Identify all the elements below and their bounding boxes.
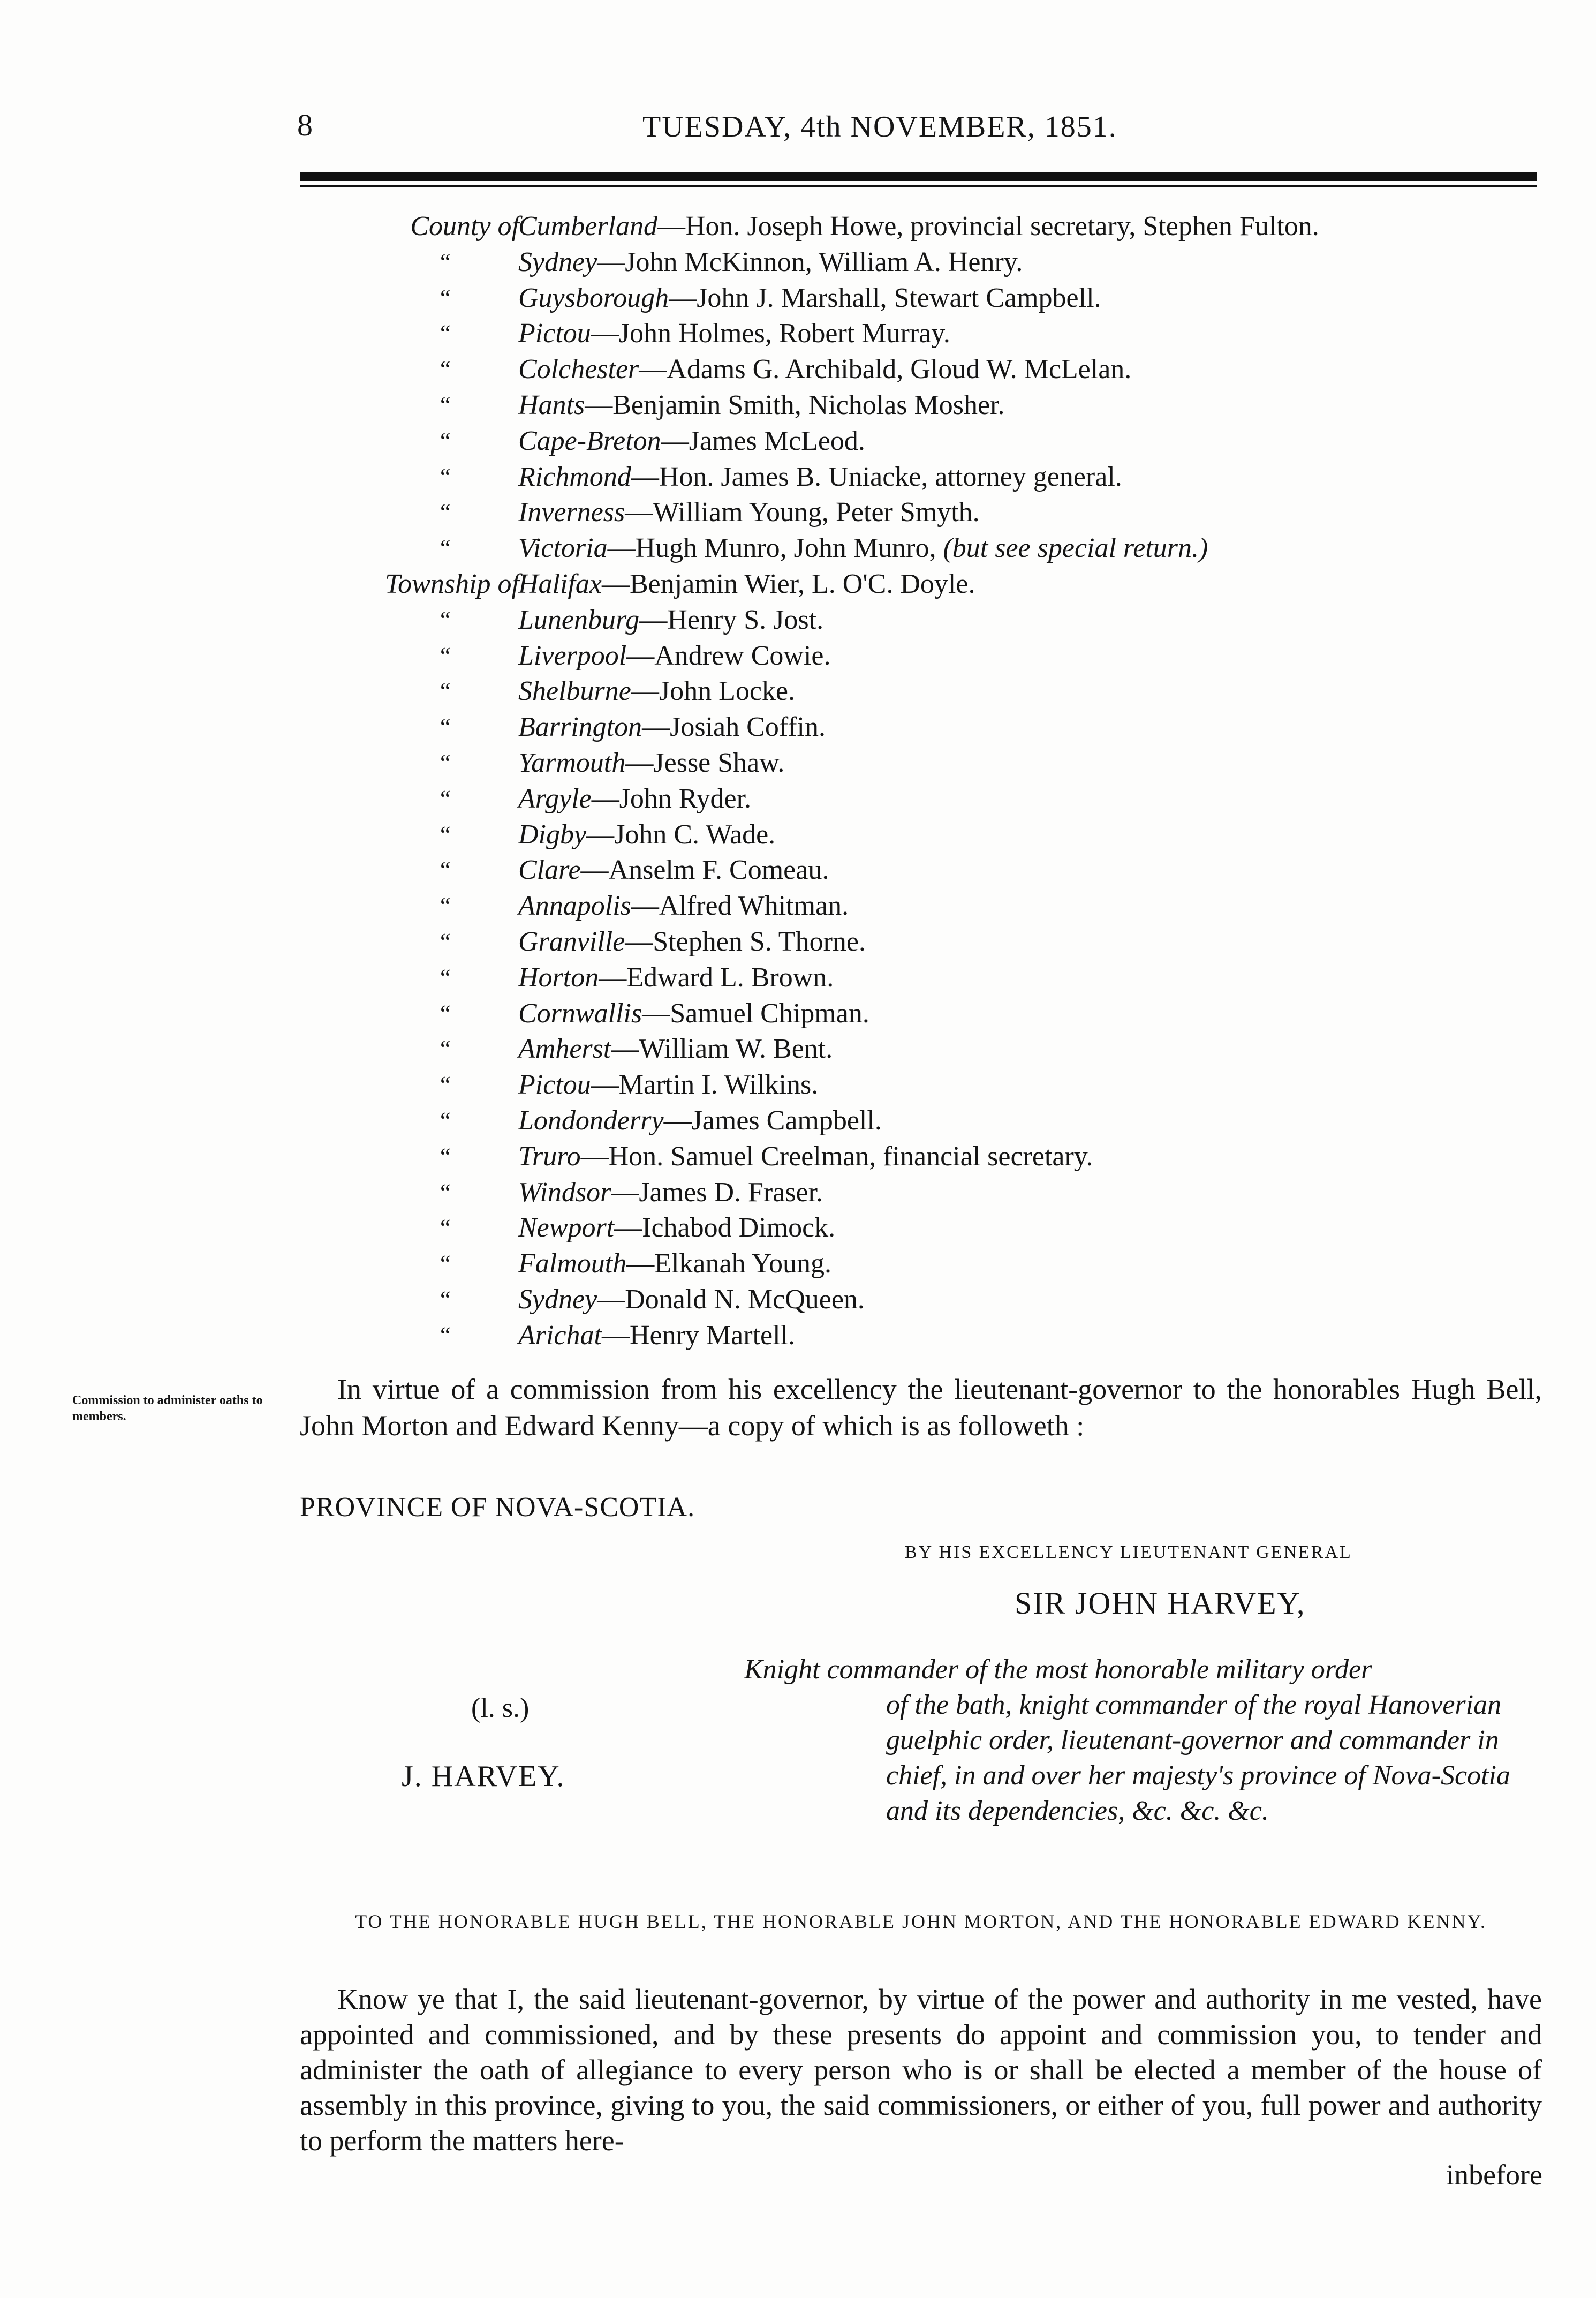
member-row [300,316,1542,352]
catchword: inbefore [1446,2159,1542,2191]
member-entry [518,1139,1093,1175]
member-row [300,1067,1542,1103]
ditto-mark: “ [440,535,451,562]
ditto-mark: “ [440,356,451,383]
member-entry [518,888,849,924]
member-row [300,924,1542,960]
ditto-mark: “ [440,499,451,526]
constituency-name: Pictou [518,1069,591,1101]
member-names: —Martin I. Wilkins. [591,1069,819,1101]
constituency-name: Annapolis [518,891,631,922]
member-row [300,388,1542,424]
constituency-name: Guysborough [518,282,669,313]
member-entry [518,924,866,960]
member-entry [518,459,1122,495]
constituency-name: Yarmouth [518,747,626,778]
member-row [300,459,1542,495]
member-entry [518,1318,795,1354]
member-names: —Hon. Joseph Howe, provincial secretary, Stephen Fulton. [657,211,1319,242]
member-names: —Henry Martell. [601,1320,795,1351]
member-note: (but see special return.) [943,533,1208,564]
member-names: —John Ryder. [591,783,752,814]
member-names: —Donald N. McQueen. [597,1284,865,1315]
member-row [300,281,1542,317]
member-names: —John McKinnon, William A. Henry. [597,246,1023,277]
ditto-mark: “ [440,606,451,633]
constituency-name: Pictou [518,318,591,349]
member-row [300,817,1542,853]
member-row-prefix: County of [410,211,519,242]
member-names: —Benjamin Smith, Nicholas Mosher. [585,389,1005,420]
constituency-name: Horton [518,962,599,993]
constituency-name: Victoria [518,533,608,564]
province-heading: PROVINCE OF NOVA-SCOTIA. [300,1492,695,1523]
member-row [300,352,1542,388]
member-names: —Josiah Coffin. [642,712,826,743]
member-entry [518,316,950,352]
member-names: —James Campbell. [663,1105,882,1136]
ditto-mark: “ [440,1250,451,1277]
member-row [300,209,1542,245]
constituency-name: Truro [518,1141,581,1172]
ditto-mark: “ [440,928,451,955]
member-names: —William Young, Peter Smyth. [625,497,980,528]
ditto-mark: “ [440,1000,451,1027]
member-names: —Edward L. Brown. [599,962,834,993]
ditto-mark: “ [440,284,451,311]
member-names: —Henry S. Jost. [639,604,824,635]
constituency-name: Cape-Breton [518,425,661,456]
by-his-excellency: BY HIS EXCELLENCY LIEUTENANT GENERAL [905,1542,1352,1562]
ditto-mark: “ [440,463,451,490]
member-entry [518,745,784,781]
member-entry [518,638,830,674]
member-names: —James D. Fraser. [611,1177,823,1208]
seal-mark: (l. s.) [471,1693,530,1723]
member-entry [518,424,865,459]
member-row [300,1031,1542,1067]
ditto-mark: “ [440,427,451,454]
constituency-name: Amherst [518,1034,611,1065]
member-row [300,1282,1542,1318]
constituency-name: Cornwallis [518,998,642,1029]
member-row [300,710,1542,745]
constituency-name: Arichat [518,1320,602,1351]
constituency-name: Newport [518,1212,615,1244]
constituency-name: Windsor [518,1177,611,1208]
member-names: —Hugh Munro, John Munro, [607,533,943,564]
signature: J. HARVEY. [402,1760,565,1793]
constituency-name: Barrington [518,712,642,743]
titles-continuation: of the bath, knight commander of the royal Hanoverian guelphic order, lieutenant-governor and commander in chief, in and over her majesty's province of Nova-Scotia and its dependencies, &c. &c. &c. [886,1690,1510,1826]
member-entry [518,781,751,817]
member-names: —Hon. James B. Uniacke, attorney general. [631,461,1122,492]
member-row [300,638,1542,674]
member-row [300,1175,1542,1211]
ditto-mark: “ [440,1322,451,1348]
member-row [300,1318,1542,1354]
member-row-prefix: Township of [385,568,519,599]
ditto-mark: “ [440,320,451,347]
commission-paragraph: In virtue of a commission from his excellency the lieutenant-governor to the honorables Hugh Bell, John Morton and Edward Kenny—a copy of which is as followeth : [300,1373,1542,1442]
ditto-mark: “ [440,785,451,812]
member-row [300,531,1542,567]
member-entry [518,281,1101,317]
member-row [300,674,1542,710]
header-rule-thick [300,172,1537,181]
member-names: —Ichabod Dimock. [614,1212,836,1244]
constituency-name: Inverness [518,497,625,528]
ditto-mark: “ [440,642,451,669]
constituency-name: Clare [518,855,581,886]
member-row [300,853,1542,888]
member-entry [518,1175,823,1211]
member-row [300,602,1542,638]
constituency-name: Granville [518,926,625,957]
member-names: —John J. Marshall, Stewart Campbell. [669,282,1101,313]
constituency-name: Shelburne [518,676,631,707]
ditto-mark: “ [440,391,451,418]
constituency-name: Cumberland [518,211,657,242]
ditto-mark: “ [440,1036,451,1063]
member-names: —Andrew Cowie. [626,640,831,671]
constituency-name: Falmouth [518,1248,627,1279]
constituency-name: Hants [518,389,585,420]
member-entry [518,1210,835,1246]
member-entry [518,352,1131,388]
members-list [300,209,1542,1354]
member-names: —Benjamin Wier, L. O'C. Doyle. [601,568,975,599]
member-row [300,567,1542,602]
titles-first-line: Knight commander of the most honorable military order [744,1654,1372,1685]
constituency-name: Digby [518,819,587,850]
member-entry [518,960,834,996]
ditto-mark: “ [440,821,451,848]
member-row [300,1246,1542,1282]
ditto-mark: “ [440,1286,451,1313]
member-entry [518,245,1023,281]
constituency-name: Sydney [518,246,597,277]
ditto-mark: “ [440,749,451,776]
member-entry [518,853,829,888]
member-entry [518,710,826,745]
ditto-mark: “ [440,1179,451,1205]
member-row [300,245,1542,281]
governor-titles [744,1652,1547,1829]
member-names: —Stephen S. Thorne. [625,926,866,957]
member-entry [518,531,1208,567]
ditto-mark: “ [440,893,451,920]
member-entry [518,388,1005,424]
member-names: —Adams G. Archibald, Gloud W. McLelan. [639,354,1132,385]
member-entry [518,674,795,710]
member-entry [518,1067,818,1103]
member-row [300,495,1542,531]
constituency-name: Liverpool [518,640,627,671]
member-row [300,960,1542,996]
member-entry [518,209,1319,245]
member-entry [518,1246,831,1282]
ditto-mark: “ [440,1143,451,1170]
member-row [300,1139,1542,1175]
constituency-name: Argyle [518,783,592,814]
running-header-date: TUESDAY, 4th NOVEMBER, 1851. [642,110,1117,144]
member-names: —William W. Bent. [611,1034,833,1065]
header-rule-thin [300,185,1537,187]
page-number: 8 [297,108,313,142]
ditto-mark: “ [440,964,451,991]
ditto-mark: “ [440,678,451,705]
member-names: —John C. Wade. [586,819,776,850]
constituency-name: Halifax [518,568,602,599]
member-names: —Jesse Shaw. [625,747,785,778]
member-names: —John Locke. [631,676,796,707]
member-entry [518,996,869,1032]
ditto-mark: “ [440,857,451,884]
ditto-mark: “ [440,1072,451,1098]
ditto-mark: “ [440,714,451,741]
member-entry [518,495,980,531]
constituency-name: Sydney [518,1284,597,1315]
member-row [300,888,1542,924]
constituency-name: Lunenburg [518,604,640,635]
ditto-mark: “ [440,1215,451,1241]
governor-name: SIR JOHN HARVEY, [1015,1586,1306,1621]
member-row [300,996,1542,1032]
member-names: —Hon. Samuel Creelman, financial secretary. [580,1141,1093,1172]
addressees: TO THE HONORABLE HUGH BELL, THE HONORABLE JOHN MORTON, AND THE HONORABLE EDWARD KENNY. [355,1911,1487,1932]
member-entry [518,567,975,602]
member-row [300,745,1542,781]
member-entry [518,1031,833,1067]
constituency-name: Londonderry [518,1105,664,1136]
member-names: —Anselm F. Comeau. [580,855,829,886]
constituency-name: Richmond [518,461,631,492]
ditto-mark: “ [440,248,451,275]
margin-note: Commission to administer oaths to members. [72,1393,263,1423]
member-row [300,781,1542,817]
member-entry [518,1282,865,1318]
member-entry [518,1103,882,1139]
body-paragraph: Know ye that I, the said lieutenant-governor, by virtue of the power and authority in me vested, have appointed and commissioned, and by these presents do appoint and commission you, to tender and administer the oath of allegiance to every person who is or shall be elected a member of the house of assembly in this province, giving to you, the said commissioners, or either of you, full power and authority to perform the matters here- [300,1983,1542,2157]
member-row [300,424,1542,459]
member-entry [518,817,775,853]
member-names: —John Holmes, Robert Murray. [591,318,950,349]
member-entry [518,602,823,638]
member-names: —Elkanah Young. [626,1248,832,1279]
member-names: —Samuel Chipman. [642,998,869,1029]
member-row [300,1210,1542,1246]
constituency-name: Colchester [518,354,639,385]
member-names: —James McLeod. [661,425,865,456]
ditto-mark: “ [440,1107,451,1134]
member-names: —Alfred Whitman. [631,891,849,922]
member-row [300,1103,1542,1139]
